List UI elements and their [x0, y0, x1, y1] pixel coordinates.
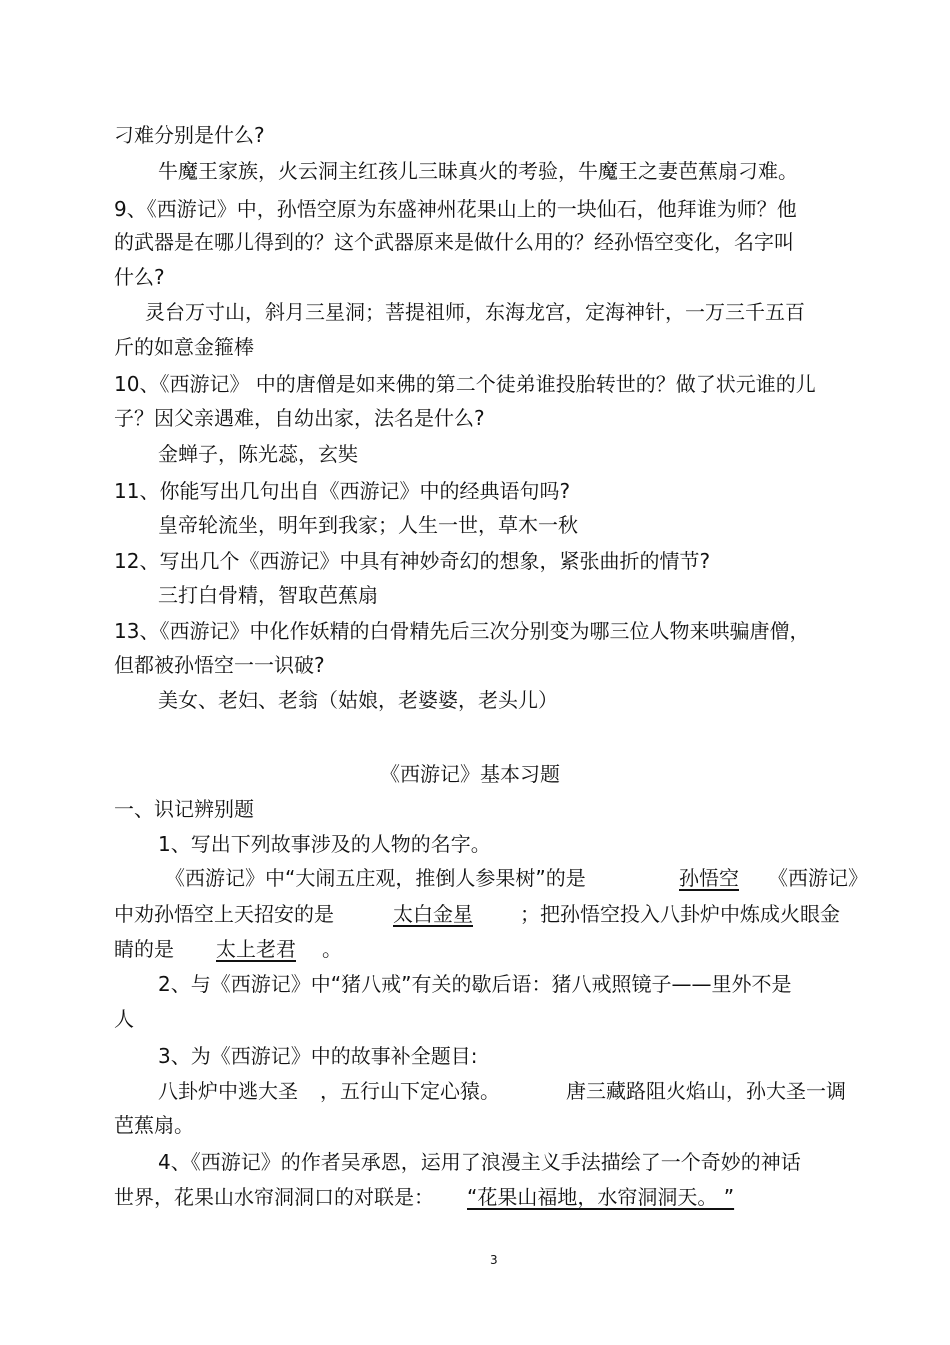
question-2: 2、与《西游记》中“猪八戒”有关的歇后语：猪八戒照镜子——里外不是: [158, 972, 792, 996]
question-1: 1、写出下列故事涉及的人物的名字。: [158, 832, 491, 856]
answer-line: 芭蕉扇。: [114, 1113, 194, 1137]
question-4: 4、《西游记》的作者吴承恩，运用了浪漫主义手法描绘了一个奇妙的神话: [158, 1150, 801, 1174]
answer-blank: “花果山福地，水帘洞洞天。 ”: [467, 1185, 735, 1209]
question-11: 11、你能写出几句出自《西游记》中的经典语句吗?: [114, 479, 571, 503]
answer-fragment: ，五行山下定心猿。: [320, 1079, 500, 1103]
section-heading: 一、识记辨别题: [114, 797, 254, 821]
question-1b: 中劝孙悟空上天招安的是: [114, 902, 334, 926]
answer-blank: 孙悟空: [679, 866, 739, 890]
section-title: 《西游记》基本习题: [380, 762, 560, 786]
answer-line: 皇帝轮流坐，明年到我家；人生一世，草木一秋: [158, 513, 578, 537]
question-3: 3、为《西游记》中的故事补全题目:: [158, 1044, 478, 1068]
question-1a: 《西游记》中“大闹五庄观，推倒人参果树”的是: [165, 866, 586, 890]
text-fragment: ；把孙悟空投入八卦炉中炼成火眼金: [520, 902, 840, 926]
text-line: 人: [114, 1007, 134, 1031]
answer-line: 美女、老妇、老翁（姑娘，老婆婆，老头儿）: [158, 688, 558, 712]
question-12: 12、写出几个《西游记》中具有神妙奇幻的想象，紧张曲折的情节?: [114, 549, 711, 573]
answer-line: 金蝉子，陈光蕊，玄奘: [158, 442, 358, 466]
text-line: 刁难分别是什么?: [114, 123, 265, 147]
answer-line: 三打白骨精，智取芭蕉扇: [158, 583, 378, 607]
answer-fragment: 唐三藏路阻火焰山，孙大圣一调: [566, 1079, 846, 1103]
answer-blank: 太上老君: [216, 937, 296, 961]
answer-fragment: 八卦炉中逃大圣: [158, 1079, 298, 1103]
question-13: 13、《西游记》中化作妖精的白骨精先后三次分别变为哪三位人物来哄骗唐僧，: [114, 619, 810, 643]
text-line: 的武器是在哪儿得到的？这个武器原来是做什么用的？经孙悟空变化，名字叫: [114, 230, 794, 254]
text-fragment: 《西游记》: [768, 866, 868, 890]
text-fragment: 。: [322, 937, 342, 961]
answer-line: 牛魔王家族，火云洞主红孩儿三昧真火的考验，牛魔王之妻芭蕉扇刁难。: [158, 159, 798, 183]
answer-line: 灵台万寸山，斜月三星洞；菩提祖师，东海龙宫，定海神针，一万三千五百: [145, 300, 805, 324]
answer-line: 斤的如意金箍棒: [114, 335, 254, 359]
text-line: 什么?: [114, 265, 165, 289]
text-line: 子？因父亲遇难，自幼出家，法名是什么?: [114, 406, 485, 430]
page-number: 3: [490, 1253, 498, 1267]
text-line: 但都被孙悟空一一识破?: [114, 653, 325, 677]
question-1c: 睛的是: [114, 937, 174, 961]
question-4b: 世界，花果山水帘洞洞口的对联是：: [114, 1185, 434, 1209]
question-9: 9、《西游记》中，孙悟空原为东盛神州花果山上的一块仙石，他拜谁为师？他: [114, 197, 797, 221]
answer-blank: 太白金星: [393, 902, 473, 926]
question-10: 10、《西游记》 中的唐僧是如来佛的第二个徒弟谁投胎转世的？做了状元谁的儿: [114, 372, 816, 396]
